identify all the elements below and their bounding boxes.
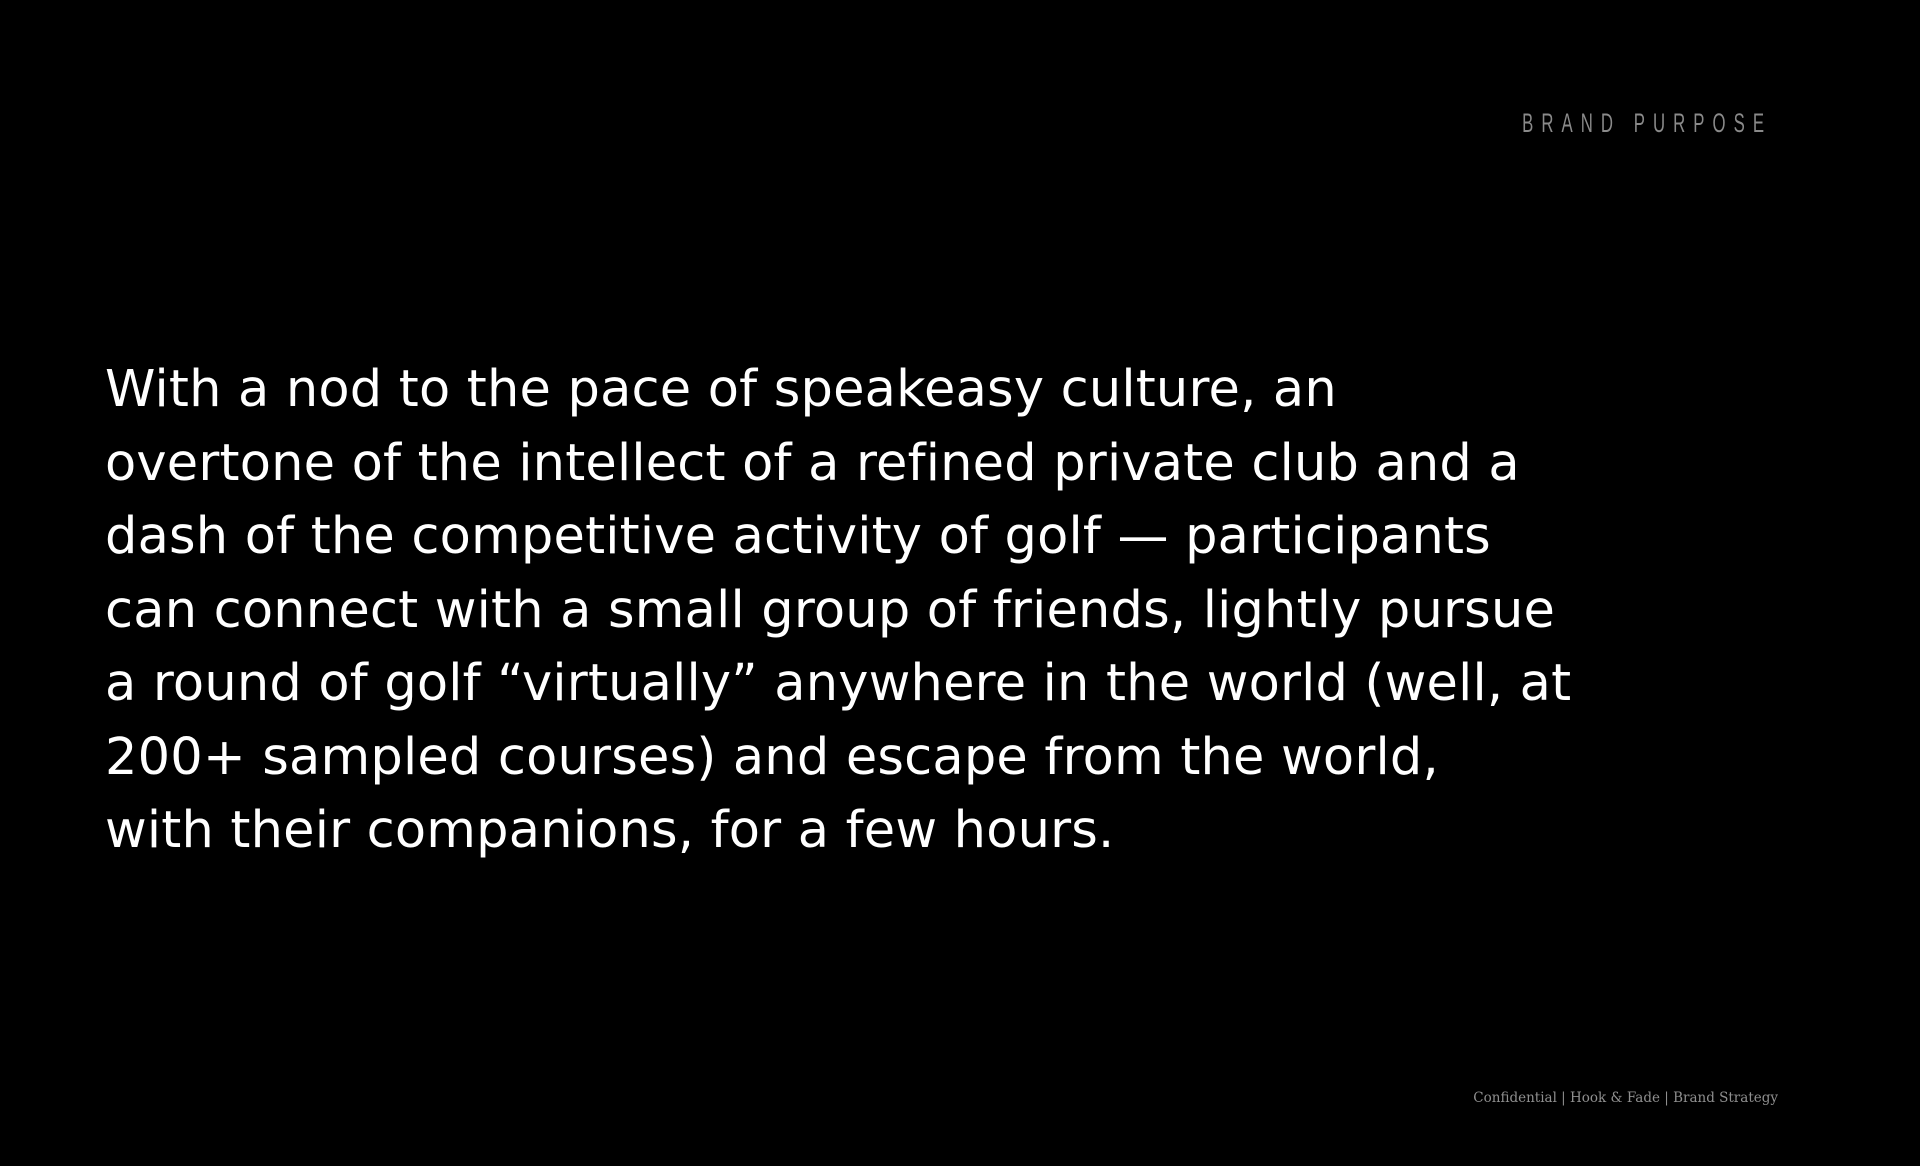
footer-confidential-note: Confidential | Hook & Fade | Brand Strategy — [1473, 1090, 1778, 1106]
statement-line: overtone of the intellect of a refined private club and a — [105, 433, 1520, 493]
statement-line: With a nod to the pace of speakeasy culture, an — [105, 360, 1337, 419]
statement-line: a round of golf “virtually” anywhere in the world (well, at — [105, 654, 1572, 713]
statement-line: with their companions, for a few hours. — [105, 801, 1115, 860]
brand-purpose-statement — [105, 353, 1805, 868]
statement-line: dash of the competitive activity of golf — participants — [105, 507, 1491, 566]
statement-line: 200+ sampled courses) and escape from the world, — [105, 727, 1439, 787]
section-label: BRAND PURPOSE — [1522, 108, 1772, 138]
statement-line: can connect with a small group of friends, lightly pursue — [105, 580, 1556, 640]
